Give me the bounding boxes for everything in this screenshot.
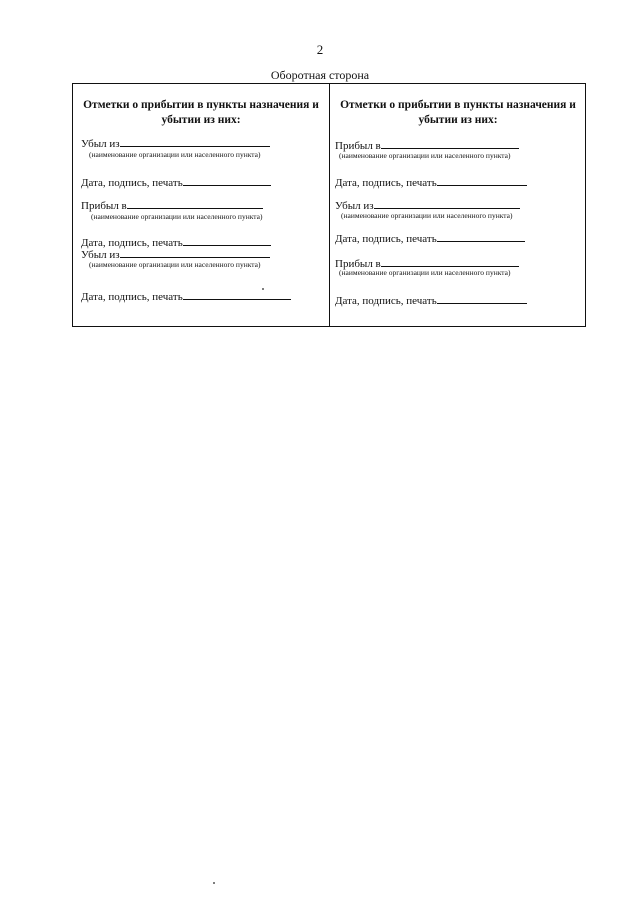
left-signature-label-1: Дата, подпись, печать [81,177,183,189]
left-departed-row [81,137,270,150]
right-departed-field[interactable] [374,199,520,209]
right-arrived-field[interactable] [381,139,519,149]
right-arrived-label: Прибыл в [335,140,381,152]
scan-speck [213,882,215,884]
left-signature-label-2: Дата, подпись, печать [81,237,183,249]
left-arrived-hint: (наименование организации или населенного пункта) [91,212,263,221]
left-departed-field-2[interactable] [120,248,270,258]
left-heading: Отметки о прибытии в пункты назначения и убытии из них: [83,99,319,126]
form-table [72,83,586,327]
page-number: 2 [316,42,324,57]
right-heading: Отметки о прибытии в пункты назначения и убытии из них: [340,99,576,126]
left-signature-row-1 [81,176,271,189]
left-signature-row-3 [81,290,291,303]
left-signature-field-3[interactable] [183,290,291,300]
right-signature-row-3 [335,294,527,307]
left-arrived-label: Прибыл в [81,200,127,212]
right-departed-hint: (наименование организации или населенного пункта) [341,211,513,220]
right-arrived-hint: (наименование организации или населенного пункта) [339,151,511,160]
left-signature-label-3: Дата, подпись, печать [81,291,183,303]
left-departed-label: Убыл из [81,138,120,150]
left-departed-label-2: Убыл из [81,249,120,261]
right-signature-label-3: Дата, подпись, печать [335,295,437,307]
left-arrived-field[interactable] [127,199,263,209]
right-departed-label: Убыл из [335,200,374,212]
right-signature-field-2[interactable] [437,232,525,242]
left-signature-field-2[interactable] [183,236,271,246]
left-departed-field[interactable] [120,137,270,147]
scan-speck [262,288,264,290]
side-label: Оборотная сторона [270,68,370,82]
left-departed-hint: (наименование организации или населенного пункта) [89,150,261,159]
right-signature-row-1 [335,176,527,189]
right-signature-row-2 [335,232,525,245]
right-signature-field-3[interactable] [437,294,527,304]
left-departed-hint-2: (наименование организации или населенного пункта) [89,260,261,269]
right-signature-field-1[interactable] [437,176,527,186]
column-divider [329,84,330,326]
right-signature-label-1: Дата, подпись, печать [335,177,437,189]
right-arrived-field-2[interactable] [381,257,519,267]
left-arrived-row [81,199,263,212]
left-signature-field-1[interactable] [183,176,271,186]
right-signature-label-2: Дата, подпись, печать [335,233,437,245]
right-arrived-label-2: Прибыл в [335,258,381,270]
right-arrived-hint-2: (наименование организации или населенного пункта) [339,268,511,277]
